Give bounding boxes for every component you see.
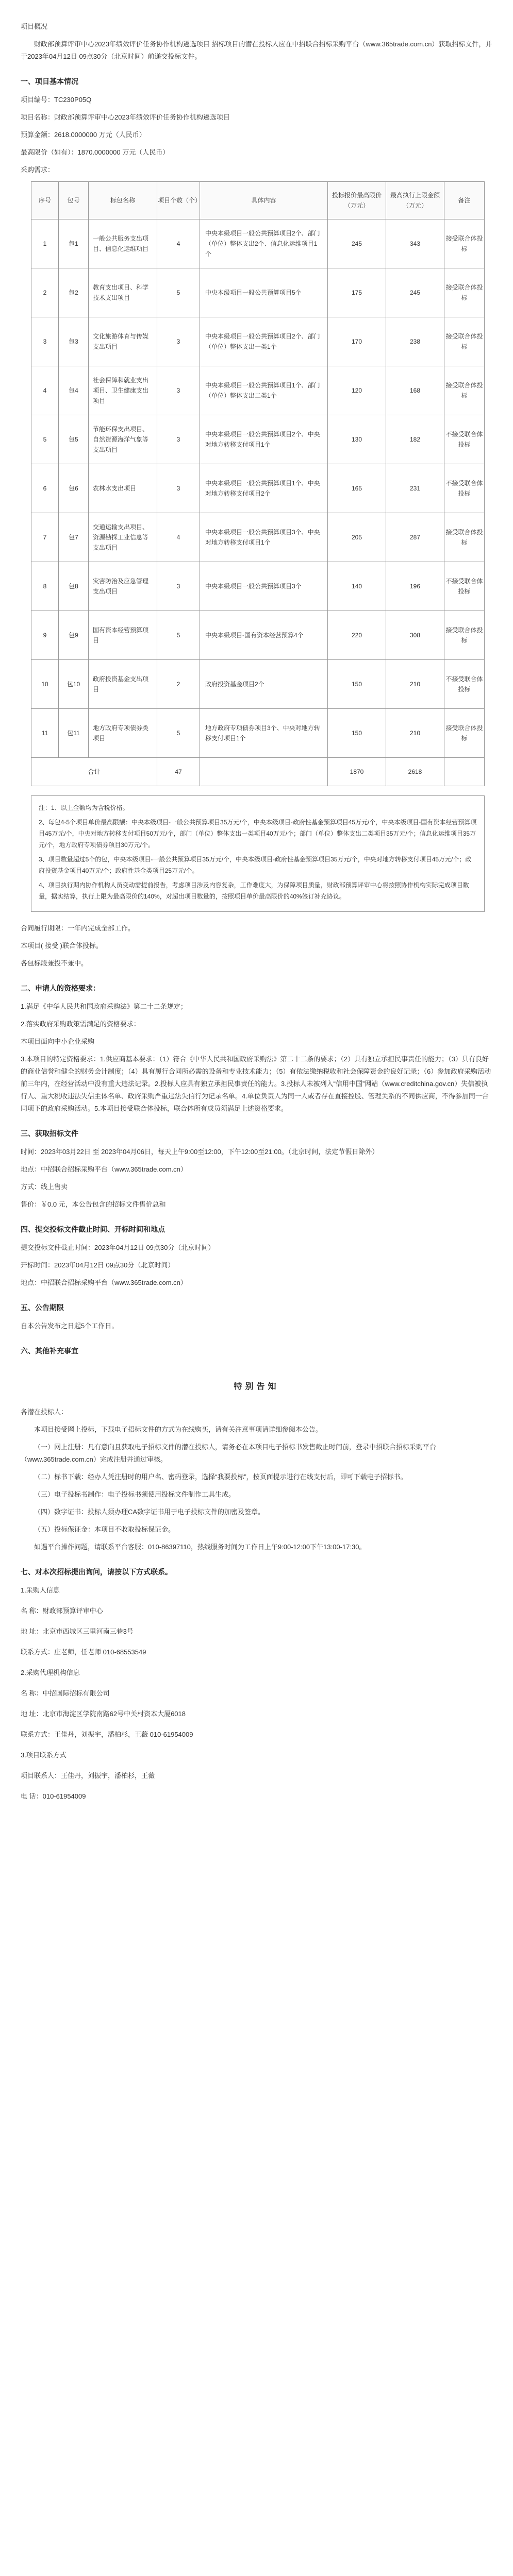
special-p3: （二）标书下载：经办人凭注册时的用户名、密码登录，选择“我要投标”，按页面提示进行在线支付后，即可下载电子招标书。 [34, 1473, 407, 1481]
budget-amount: 预算金额：2618.0000000 万元（人民币） [21, 131, 146, 139]
cell-remark: 不接受联合体投标 [444, 660, 485, 709]
cell-package: 包6 [59, 464, 89, 513]
cell-no: 4 [31, 366, 59, 415]
cell-no: 7 [31, 513, 59, 562]
qualification-2a: 本项目面向中小企业采购 [21, 1038, 95, 1045]
table-row [31, 415, 485, 464]
cell-cap: 182 [386, 415, 444, 464]
total-remark-empty [444, 758, 485, 786]
doc-price: 售价：￥0.0 元，本公告包含的招标文件售价总和 [21, 1200, 166, 1208]
cell-remark: 接受联合体投标 [444, 268, 485, 317]
cell-no: 8 [31, 562, 59, 611]
requirements-label: 采购需求： [21, 166, 55, 174]
cell-content: 地方政府专项债券项目3个、中央对地方转移支付项目1个 [200, 709, 328, 758]
table-body [31, 219, 485, 786]
spacer [21, 912, 492, 922]
cell-cap: 245 [386, 268, 444, 317]
cell-content: 中央本级项目一般公共预算项目1个、中央对地方转移支付项目2个 [200, 464, 328, 513]
cell-cap: 196 [386, 562, 444, 611]
cell-package: 包11 [59, 709, 89, 758]
cell-cap: 210 [386, 709, 444, 758]
cell-cap: 238 [386, 317, 444, 366]
cell-cap: 210 [386, 660, 444, 709]
cell-no: 1 [31, 219, 59, 268]
cell-no: 3 [31, 317, 59, 366]
table-row [31, 709, 485, 758]
lot-note: 各包标段兼投不兼中。 [21, 959, 88, 967]
cell-no: 11 [31, 709, 59, 758]
total-count: 47 [157, 758, 200, 786]
special-p5: （四）数字证书：投标人须办理CA数字证书用于电子投标文件的加密及签章。 [34, 1508, 265, 1516]
cell-package: 包4 [59, 366, 89, 415]
col-count: 项目个数（个） [157, 182, 200, 219]
qualification-1: 1.满足《中华人民共和国政府采购法》第二十二条规定； [21, 1003, 187, 1010]
joint-bid-note: 本项目( 接受 )联合体投标。 [21, 942, 103, 950]
max-price: 最高限价（如有）：1870.0000000 万元（人民币） [21, 148, 170, 156]
cell-content: 中央本级项目一般公共预算项目5个 [200, 268, 328, 317]
project-contact-heading: 3.项目联系方式 [21, 1751, 67, 1759]
cell-package: 包2 [59, 268, 89, 317]
cell-package-name: 一般公共服务支出项目、信息化运维项目 [89, 219, 157, 268]
cell-no: 5 [31, 415, 59, 464]
note-1: 注：1、以上金额均为含税价格。 [39, 804, 129, 811]
project-number: 项目编号：TC230P05Q [21, 96, 92, 104]
cell-count: 3 [157, 317, 200, 366]
cell-cap: 343 [386, 219, 444, 268]
overview-label: 项目概况 [21, 23, 48, 30]
table-row [31, 660, 485, 709]
cell-package-name: 灾害防治及应急管理支出项目 [89, 562, 157, 611]
special-p6: （五）投标保证金：本项目不收取投标保证金。 [34, 1526, 175, 1533]
table-row [31, 464, 485, 513]
project-name: 项目名称：财政部预算评审中心2023年绩效评价任务协作机构遴选项目 [21, 113, 230, 121]
note-3: 3、项目数量超过5个的包，中央本级项目-一般公共预算项目35万元/个，中央本级项目-政府性基金预算项目35万元/个，中央对地方转移支付项目45万元/个；政府投资基金项目40万元/个；政府性基金类项目25万元/个。 [39, 856, 472, 874]
cell-count: 2 [157, 660, 200, 709]
cell-content: 中央本级项目一般公共预算项目3个、中央对地方转移支付项目1个 [200, 513, 328, 562]
note-2: 2、每包4-5个项目单价最高限额：中央本级项目-一般公共预算项目35万元/个，中央本级项目-政府性基金预算项目45万元/个，中央本级项目-国有资本经营预算项目45万元/个，中央对地方转移支付项目50万元/个，部门（单位）整体支出一类项目40万元/个；部门（单位）整体支出二类项目35万元/个；信息化运维项目35万元/个，地方政府专项债券项目30万元/个。 [39, 819, 477, 849]
cell-limit: 120 [328, 366, 386, 415]
section-5-title: 五、公告期限 [21, 1303, 64, 1312]
cell-package: 包10 [59, 660, 89, 709]
cell-remark: 接受联合体投标 [444, 317, 485, 366]
cell-content: 中央本级项目一般公共预算项目2个、部门（单位）整体支出2个、信息化运维项目1个 [200, 219, 328, 268]
cell-limit: 140 [328, 562, 386, 611]
cell-count: 4 [157, 513, 200, 562]
col-no: 序号 [31, 182, 59, 219]
cell-package-name: 节能环保支出项目、自然资源海洋气象等支出项目 [89, 415, 157, 464]
cell-package-name: 社会保障和就业支出项目、卫生健康支出项目 [89, 366, 157, 415]
col-package: 包号 [59, 182, 89, 219]
special-p4: （三）电子投标书制作：电子投标书须使用投标文件制作工具生成。 [34, 1490, 236, 1498]
section-7-title: 七、对本次招标提出询问，请按以下方式联系。 [21, 1568, 172, 1576]
cell-cap: 168 [386, 366, 444, 415]
cell-content: 中央本级项目一般公共预算项目3个 [200, 562, 328, 611]
cell-package-name: 教育支出项目、科学技术支出项目 [89, 268, 157, 317]
total-label: 合计 [31, 758, 157, 786]
agent-heading: 2.采购代理机构信息 [21, 1669, 80, 1676]
table-row [31, 268, 485, 317]
table-row [31, 562, 485, 611]
cell-content: 中央本级项目一般公共预算项目1个、部门（单位）整体支出二类1个 [200, 366, 328, 415]
total-content-empty [200, 758, 328, 786]
cell-limit: 165 [328, 464, 386, 513]
cell-content: 政府投资基金项目2个 [200, 660, 328, 709]
cell-cap: 287 [386, 513, 444, 562]
table-row [31, 513, 485, 562]
notice-period: 自本公告发布之日起5个工作日。 [21, 1322, 119, 1330]
cell-package-name: 文化旅游体育与传媒支出项目 [89, 317, 157, 366]
section-1-title: 一、项目基本情况 [21, 77, 78, 86]
cell-remark: 不接受联合体投标 [444, 415, 485, 464]
col-package-name: 标包名称 [89, 182, 157, 219]
section-3-title: 三、获取招标文件 [21, 1129, 78, 1138]
bid-place: 地点：中招联合招标采购平台（www.365trade.com.cn） [21, 1279, 187, 1286]
cell-cap: 308 [386, 611, 444, 660]
cell-limit: 175 [328, 268, 386, 317]
cell-limit: 150 [328, 709, 386, 758]
project-contact-phone: 电 话：010-61954009 [21, 1792, 86, 1800]
contract-term: 合同履行期限：一年内完成全部工作。 [21, 924, 135, 932]
cell-limit: 205 [328, 513, 386, 562]
intro-paragraph: 财政部预算评审中心2023年绩效评价任务协作机构遴选项目 招标项目的潜在投标人应在中招联合招标采购平台（www.365trade.com.cn）获取招标文件，并于2023年04月12日 09点30分（北京时间）前递交投标文件。 [21, 40, 492, 60]
cell-remark: 接受联合体投标 [444, 709, 485, 758]
cell-package: 包8 [59, 562, 89, 611]
cell-limit: 220 [328, 611, 386, 660]
special-p7: 如遇平台操作问题，请联系平台客服：010-86397110，热线服务时间为工作日上午9:00-12:00下午13:00-17:30。 [34, 1543, 366, 1551]
special-p2: （一）网上注册：凡有意向且获取电子招标文件的潜在投标人，请务必在本项目电子招标书发售截止时间前，登录中招联合招标采购平台（www.365trade.com.cn）完成注册并通过审核。 [21, 1443, 437, 1463]
agent-contact: 联系方式：王佳丹，刘振宇，潘柏杉，王薇 010-61954009 [21, 1731, 193, 1738]
cell-count: 3 [157, 562, 200, 611]
table-row [31, 366, 485, 415]
requirements-table [31, 181, 485, 786]
cell-package: 包5 [59, 415, 89, 464]
cell-package-name: 交通运输支出项目、资源勘探工业信息等支出项目 [89, 513, 157, 562]
cell-limit: 130 [328, 415, 386, 464]
special-p1: 本项目接受网上投标，下载电子招标文件的方式为在线购买，请有关注意事项请详细参阅本公告。 [34, 1426, 323, 1433]
table-row [31, 219, 485, 268]
table-total-row [31, 758, 485, 786]
cell-count: 5 [157, 709, 200, 758]
cell-remark: 接受联合体投标 [444, 219, 485, 268]
col-content: 具体内容 [200, 182, 328, 219]
cell-content: 中央本级项目一般公共预算项目2个、部门（单位）整体支出一类1个 [200, 317, 328, 366]
col-cap: 最高执行上限金额（万元） [386, 182, 444, 219]
note-4: 4、项目执行期内协作机构人员变动需提前报告，考虑项目涉及内容复杂，工作难度大，为保障项目质量，财政部预算评审中心将按照协作机构实际完成项目数量，据实结算，执行上限为最高限价的140%，对超出项目数量的，按照项目单价最高限价的40%签订补充协议。 [39, 882, 469, 900]
cell-limit: 245 [328, 219, 386, 268]
cell-remark: 不接受联合体投标 [444, 562, 485, 611]
project-contact-name: 项目联系人：王佳丹，刘振宇，潘柏杉，王薇 [21, 1772, 155, 1780]
section-4-title: 四、提交投标文件截止时间、开标时间和地点 [21, 1225, 165, 1233]
buyer-address: 地 址：北京市西城区三里河南三巷3号 [21, 1628, 134, 1635]
cell-no: 6 [31, 464, 59, 513]
section-6-title: 六、其他补充事宜 [21, 1347, 78, 1355]
section-2-title: 二、申请人的资格要求： [21, 984, 100, 992]
cell-count: 3 [157, 415, 200, 464]
total-limit: 1870 [328, 758, 386, 786]
special-notice-title: 特别告知 [234, 1382, 279, 1391]
cell-no: 10 [31, 660, 59, 709]
doc-time: 时间：2023年03月22日 至 2023年04月06日，每天上午9:00至12:00，下午12:00至21:00。（北京时间，法定节假日除外） [21, 1148, 379, 1156]
cell-remark: 接受联合体投标 [444, 611, 485, 660]
cell-package-name: 地方政府专项债券类项目 [89, 709, 157, 758]
table-header-row [31, 182, 485, 219]
cell-package: 包7 [59, 513, 89, 562]
cell-count: 5 [157, 268, 200, 317]
cell-count: 3 [157, 464, 200, 513]
agent-name: 名 称：中招国际招标有限公司 [21, 1689, 110, 1697]
cell-package: 包1 [59, 219, 89, 268]
cell-package: 包3 [59, 317, 89, 366]
doc-place: 地点：中招联合招标采购平台（www.365trade.com.cn） [21, 1165, 187, 1173]
bid-open-time: 开标时间：2023年04月12日 09点30分（北京时间） [21, 1261, 175, 1269]
cell-remark: 不接受联合体投标 [444, 464, 485, 513]
doc-method: 方式：线上售卖 [21, 1183, 68, 1191]
cell-count: 4 [157, 219, 200, 268]
cell-content: 中央本级项目-国有资本经营预算4个 [200, 611, 328, 660]
bid-deadline: 提交投标文件截止时间：2023年04月12日 09点30分（北京时间） [21, 1244, 215, 1251]
total-cap: 2618 [386, 758, 444, 786]
buyer-heading: 1.采购人信息 [21, 1586, 60, 1594]
col-remark: 备注 [444, 182, 485, 219]
cell-package: 包9 [59, 611, 89, 660]
cell-content: 中央本级项目一般公共预算项目2个、中央对地方转移支付项目1个 [200, 415, 328, 464]
cell-remark: 接受联合体投标 [444, 513, 485, 562]
agent-address: 地 址：北京市海淀区学院南路62号中关村资本大厦6018 [21, 1710, 186, 1718]
cell-package-name: 政府投资基金支出项目 [89, 660, 157, 709]
cell-package-name: 农林水支出项目 [89, 464, 157, 513]
qualification-3: 3.本项目的特定资格要求：1.供应商基本要求：（1）符合《中华人民共和国政府采购法》第二十二条的要求；（2）具有独立承担民事责任的能力；（3）具有良好的商业信誉和健全的财务会计制度；（4）具有履行合同所必需的设备和专业技术能力；（5）有依法缴纳税收和社会保障资金的良好记录；（6）参加政府采购活动前三年内，在经营活动中没有重大违法记录。2.投标人应具有独立承担民事责任的能力。3.投标人未被列入“信用中国”网站（www.creditchina.gov.cn）失信被执行人、重大税收违法失信主体名单、政府采购严重违法失信行为记录名单。4.单位负责人为同一人或者存在直接控股、管理关系的不同供应商，不得参加同一合同项下的政府采购活动。5.本项目接受联合体投标，联合体所有成员须满足上述资格要求。 [21, 1055, 491, 1112]
cell-limit: 170 [328, 317, 386, 366]
table-row [31, 611, 485, 660]
cell-count: 5 [157, 611, 200, 660]
qualification-2: 2.落实政府采购政策需满足的资格要求： [21, 1020, 140, 1028]
col-limit: 投标报价最高限价（万元） [328, 182, 386, 219]
cell-limit: 150 [328, 660, 386, 709]
cell-cap: 231 [386, 464, 444, 513]
buyer-contact: 联系方式：庄老师，任老师 010-68553549 [21, 1648, 146, 1656]
cell-count: 3 [157, 366, 200, 415]
special-greeting: 各潜在投标人： [21, 1408, 68, 1416]
cell-no: 2 [31, 268, 59, 317]
cell-remark: 接受联合体投标 [444, 366, 485, 415]
cell-package-name: 国有资本经营预算项目 [89, 611, 157, 660]
cell-no: 9 [31, 611, 59, 660]
buyer-name: 名 称：财政部预算评审中心 [21, 1607, 103, 1615]
table-notes [31, 795, 485, 912]
table-row [31, 317, 485, 366]
